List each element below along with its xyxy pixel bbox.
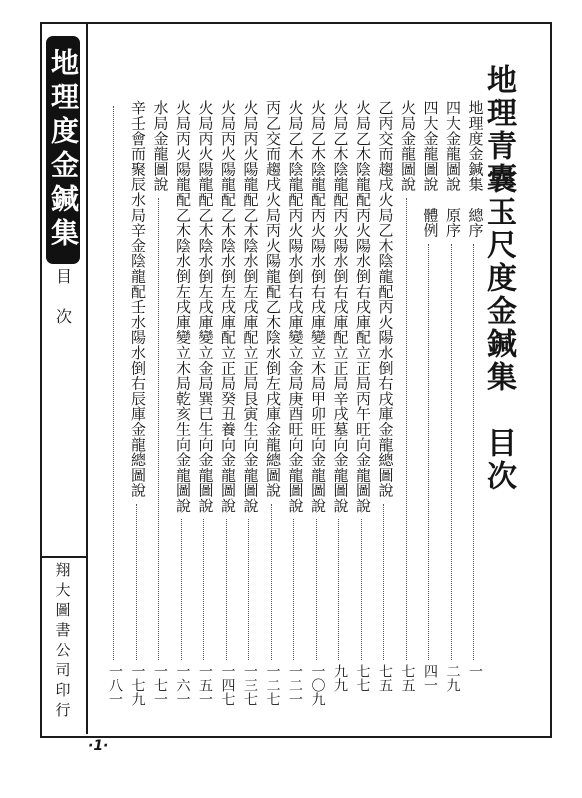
spine-section-label: 目次 [53,268,73,348]
toc-entry-page: 一二一 [287,664,303,706]
toc-entry-page: 一七一 [152,664,168,706]
toc-entry[interactable] [104,100,127,720]
toc-leader-dots [203,519,206,660]
toc-entry-page: 七五 [399,664,416,692]
toc-entry-title: 丙乙交而趨戌火局丙火陽龍配乙木陰水倒左戌庫金龍總圖說 [264,100,282,498]
spine-book-title: 地理度金鍼集 [46,36,80,264]
toc-entry-page: 一五一 [197,664,213,706]
toc-entry[interactable] [127,100,150,720]
toc-entry[interactable] [374,100,397,720]
toc-entry-title: 火局乙木陰龍配丙火陽水倒右戌庫變立木局甲卯旺向金龍圖說 [309,100,327,514]
publisher-imprint: 翔大圖書公司印行 [53,562,72,722]
toc-entry-page: 一六一 [174,664,191,706]
toc-entry-title: 四大金龍圖說 原序 [444,100,462,238]
page-number: ·1· [88,738,109,754]
toc-entry-page: 一四七 [219,664,236,706]
toc-entry[interactable] [172,100,195,720]
toc-leader-dots [136,504,139,660]
toc-leader-dots [158,198,161,660]
toc-entry-page: 二九 [444,664,461,692]
toc-entry-page: 一二七 [264,664,281,706]
toc-entry-title: 水局金龍圖說 [151,100,170,192]
toc-entry[interactable] [352,100,375,720]
toc-entry-page: 一〇九 [309,664,326,706]
toc-leader-dots [473,244,476,660]
toc-entry-title: 火局丙火陽龍配乙木陰水倒左戌庫變立金局巽巳生向金龍圖說 [196,100,215,514]
toc-leader-dots [338,519,341,660]
toc-entry-page: 四一 [422,664,438,692]
toc-entry[interactable] [442,100,465,720]
toc-entry-title: 火局丙火陽龍配乙木陰水倒左戌庫配立正局艮寅生向金龍圖說 [241,100,260,514]
toc-entry-title: 地理度金鍼集 總序 [466,100,485,238]
toc-leader-dots [226,519,229,660]
toc-leader-dots [451,244,454,660]
toc-entry[interactable] [307,100,330,720]
toc-leader-dots [383,504,386,660]
toc-leader-dots [406,198,409,660]
toc-entry[interactable] [397,100,420,720]
toc-leader-dots [248,519,251,660]
toc-entry[interactable] [217,100,240,720]
toc-entry-page: 九九 [332,664,348,692]
toc-entry-title: 乙丙交而趨戌火局乙木陰龍配丙火陽水倒右戌庫金龍總圖說 [376,100,395,498]
toc-entry[interactable] [464,100,487,720]
toc-entry-page: 一三七 [242,664,258,706]
spine-separator [40,556,88,558]
toc-entry-title: 辛壬會而聚辰水局辛金陰龍配壬水陽水倒右辰庫金龍總圖說 [129,100,147,498]
toc-entry[interactable] [149,100,172,720]
toc-leader-dots [271,504,274,660]
toc-leader-dots [361,519,364,660]
toc-leader-dots [293,519,296,660]
toc-entry[interactable] [329,100,352,720]
spine-divider [86,24,88,734]
toc-entry-page: 一 [467,664,483,678]
toc-leader-dots [428,244,431,660]
toc-entry-title: 火局丙火陽龍配乙木陰水倒左戌庫配立正局癸丑養向金龍圖說 [219,100,237,514]
toc-entry-page: 一八一 [107,664,123,706]
toc-entry[interactable] [284,100,307,720]
toc-entry[interactable] [194,100,217,720]
toc-entry[interactable] [262,100,285,720]
toc-entry-title: 四大金龍圖說 體例 [421,100,440,238]
toc-entry-title: 火局乙木陰龍配丙火陽水倒右戌庫變立金局庚酉旺向金龍圖說 [286,100,305,514]
toc-entry-page: 一七九 [129,664,146,706]
toc-entry-title: 火局乙木陰龍配丙火陽水倒右戌庫配立正局辛戌墓向金龍圖說 [331,100,350,514]
page-title: 地理青囊玉尺度金鍼集 目次 [481,64,516,493]
toc-entry-title: 火局乙木陰龍配丙火陽水倒右戌庫配立正局丙午旺向金龍圖說 [354,100,372,514]
toc-entry-page: 七五 [377,664,393,692]
toc-entry[interactable] [419,100,442,720]
table-of-contents [104,100,487,720]
toc-entry-page: 七七 [354,664,371,692]
toc-leader-dots [316,519,319,660]
toc-entry[interactable] [239,100,262,720]
toc-leader-dots [181,519,184,660]
toc-leader-dots [113,106,116,660]
toc-entry-title: 火局金龍圖說 [399,100,417,192]
toc-entry-title: 火局丙火陽龍配乙木陰水倒左戌庫變立木局乾亥生向金龍圖說 [174,100,192,514]
